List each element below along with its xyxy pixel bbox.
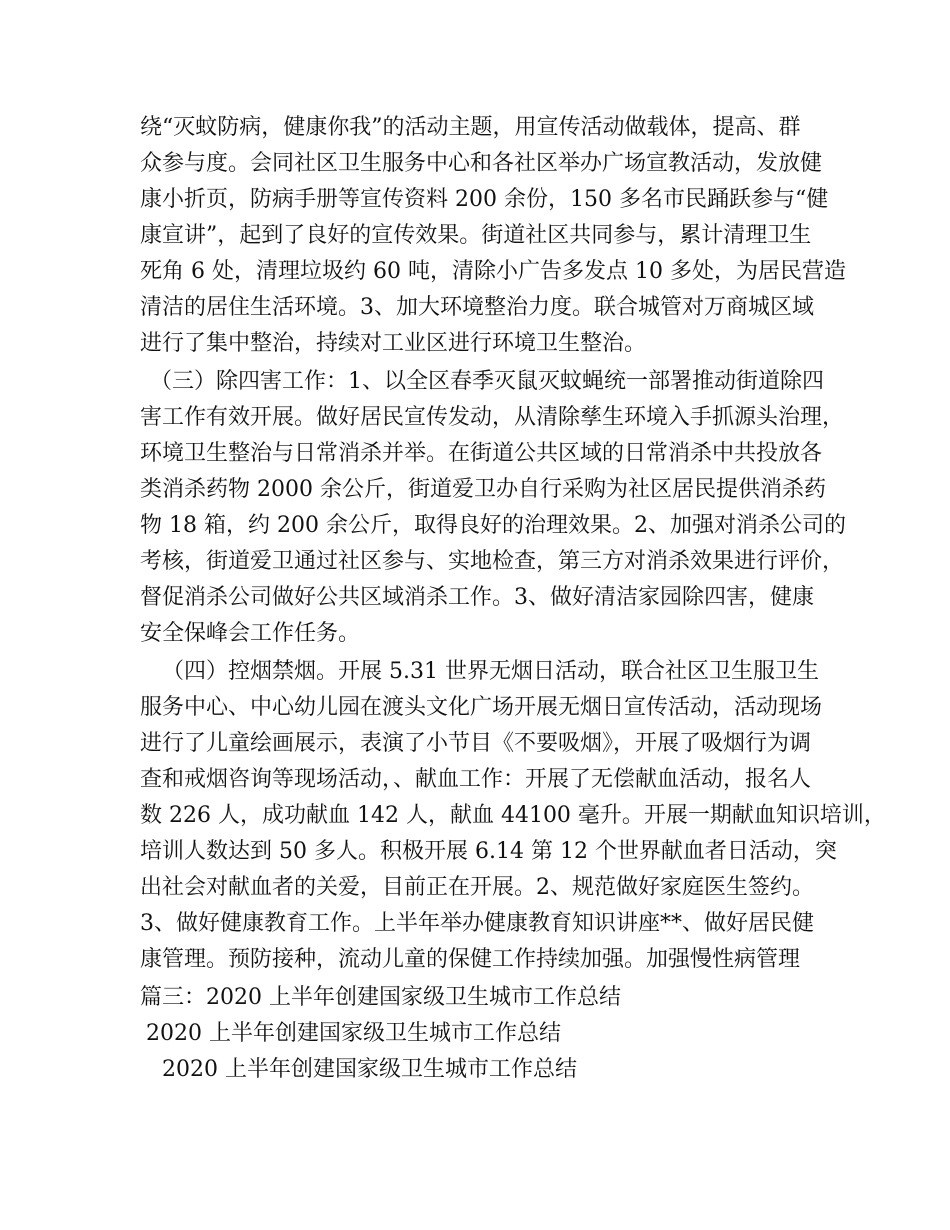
text-line: 众参与度。会同社区卫生服务中心和各社区举办广场宣教活动，发放健 [140, 151, 823, 176]
text-line: 培训人数达到 50 多人。积极开展 6.14 第 12 个世界献血者日活动，突 [140, 839, 837, 864]
text-line: 康管理。预防接种，流动儿童的保健工作持续加强。加强慢性病管理 [140, 947, 801, 972]
document-title: 2020 上半年创建国家级卫生城市工作总结 [162, 1057, 577, 1082]
text-line: 环境卫生整治与日常消杀并举。在街道公共区域的日常消杀中共投放各 [140, 441, 823, 466]
text-line: 类消杀药物 2000 余公斤，街道爱卫办自行采购为社区居民提供消杀药 [140, 477, 826, 502]
paragraph-heading-line: （三）除四害工作：1、以全区春季灭鼠灭蚊蝇统一部署推动街道除四 [150, 369, 824, 394]
text-line: 3、做好健康教育工作。上半年举办健康教育知识讲座**、做好居民健 [140, 911, 814, 936]
text-line: 绕“灭蚊防病，健康你我”的活动主题，用宣传活动做载体，提高、群 [140, 115, 801, 140]
text-line: 进行了儿童绘画展示，表演了小节目《不要吸烟》，开展了吸烟行为调 [140, 731, 812, 756]
text-line: 害工作有效开展。做好居民宣传发动，从清除孳生环境入手抓源头治理， [140, 405, 845, 430]
text-line: 数 226 人，成功献血 142 人，献血 44100 毫升。开展一期献血知识培训， [140, 803, 886, 828]
text-line: 查和戒烟咨询等现场活动，、献血工作：开展了无偿献血活动，报名人 [140, 767, 812, 792]
text-line: 康小折页，防病手册等宣传资料 200 余份，150 多名市民踊跃参与“健 [140, 187, 829, 212]
text-line: 督促消杀公司做好公共区域消杀工作。3、做好清洁家园除四害，健康 [140, 585, 814, 610]
text-line: 出社会对献血者的关爱，目前正在开展。2、规范做好家庭医生签约。 [140, 875, 814, 900]
text-line: 物 18 箱，约 200 余公斤，取得良好的治理效果。2、加强对消杀公司的 [140, 513, 846, 538]
text-line: 清洁的居住生活环境。3、加大环境整治力度。联合城管对万商城区域 [140, 295, 814, 320]
document-title: 2020 上半年创建国家级卫生城市工作总结 [146, 1021, 561, 1046]
text-line: 安全保峰会工作任务。 [140, 621, 361, 646]
paragraph-heading-line: （四）控烟禁烟。开展 5.31 世界无烟日活动，联合社区卫生服卫生 [162, 659, 819, 684]
text-line: 康宣讲”，起到了良好的宣传效果。街道社区共同参与，累计清理卫生 [140, 223, 812, 248]
section-title: 篇三：2020 上半年创建国家级卫生城市工作总结 [140, 985, 621, 1010]
text-line: 进行了集中整治，持续对工业区进行环境卫生整治。 [140, 331, 647, 356]
text-line: 死角 6 处，清理垃圾约 60 吨，清除小广告多发点 10 多处，为居民营造 [140, 259, 846, 284]
text-line: 考核，街道爱卫通过社区参与、实地检查，第三方对消杀效果进行评价， [140, 549, 845, 574]
text-line: 服务中心、中心幼儿园在渡头文化广场开展无烟日宣传活动，活动现场 [140, 695, 823, 720]
